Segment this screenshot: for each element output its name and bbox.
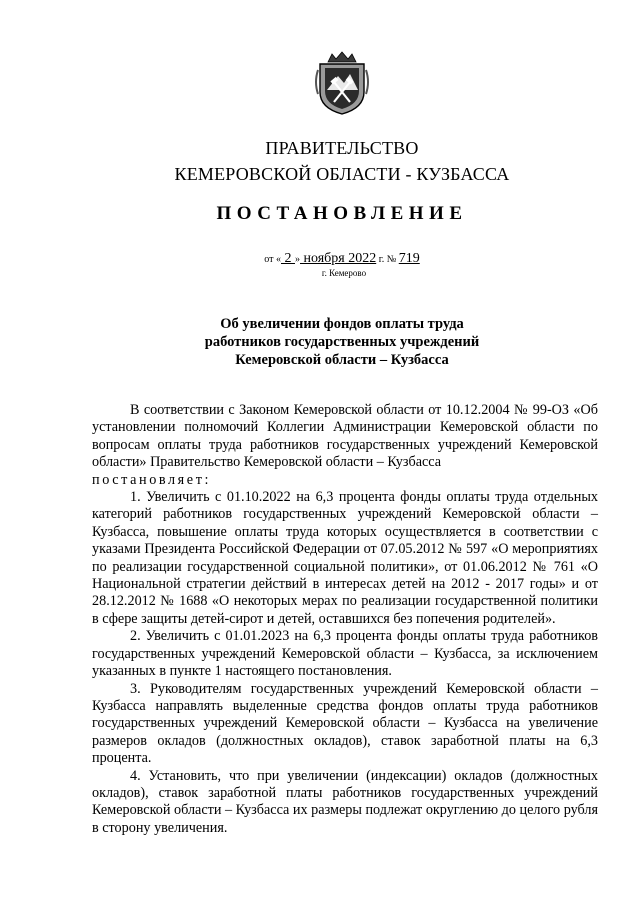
document-body [92,402,598,837]
date-close-quote: » [294,254,300,265]
document-title [0,315,640,369]
city-name: г. Кемерово [321,268,367,278]
item-paragraph-3: 3. Руководителям государственных учреждений Кемеровской области – Кузбасса направлять выделенные средства фондов оплаты труда работников государственных учреждений Кемеровской области – Кузбасса на увеличение размеров окладов (должностных окладов), ставок заработной платы на 6,3 процента. [92,680,598,767]
org-name-line2: КЕМЕРОВСКОЙ ОБЛАСТИ - КУЗБАССА [174,164,510,184]
date-month-year: ноября 2022 [299,251,377,266]
number-label: № [384,254,399,265]
title-line: Кемеровской области – Кузбасса [235,352,449,368]
resolves-word: постановляет: [92,471,212,488]
date-day: 2 [280,251,295,266]
document-number: 719 [398,251,420,266]
coat-of-arms-icon [314,50,370,116]
intro-paragraph: В соответствии с Законом Кемеровской области от 10.12.2004 № 99-ОЗ «Об установлении полномочий Коллегии Администрации Кемеровской области по вопросам оплаты труда работников государственных учреждений Кемеровской области» Правительство Кемеровской области – Кузбасса [92,402,598,471]
title-line: работников государственных учреждений [204,334,480,350]
org-name-line1: ПРАВИТЕЛЬСТВО [265,138,419,158]
date-number-line [0,251,640,268]
document-type: ПОСТАНОВЛЕНИЕ [216,203,468,224]
item-paragraph-2: 2. Увеличить с 01.01.2023 на 6,3 процента фонды оплаты труда работников государственных учреждений Кемеровской области – Кузбасса, за исключением указанных в пункте 1 настоящего постановления. [92,628,598,680]
date-prefix: от « [264,254,281,265]
item-paragraph-1: 1. Увеличить с 01.10.2022 на 6,3 процента фонды оплаты труда отдельных категорий работников государственных учреждений Кемеровской области – Кузбасса, повышение оплаты труда которых осуществляется в соответствии с указами Президента Российской Федерации от 07.05.2012 № 597 «О мероприятиях по реализации государственной социальной политики», от 01.06.2012 № 761 «О Национальной стратегии действий в интересах детей на 2012 - 2017 годы» и от 28.12.2012 № 1688 «О некоторых мерах по реализации государственной политики в сфере защиты детей-сирот и детей, оставшихся без попечения родителей». [92,489,598,627]
item-paragraph-4: 4. Установить, что при увеличении (индексации) окладов (должностных окладов), ставок заработной платы работников государственных учреждений Кемеровской области – Кузбасса их размеры подлежат округлению до целого рубля в сторону увеличения. [92,767,598,836]
title-line: Об увеличении фондов оплаты труда [220,316,464,332]
date-year-suffix: г. [376,254,385,265]
